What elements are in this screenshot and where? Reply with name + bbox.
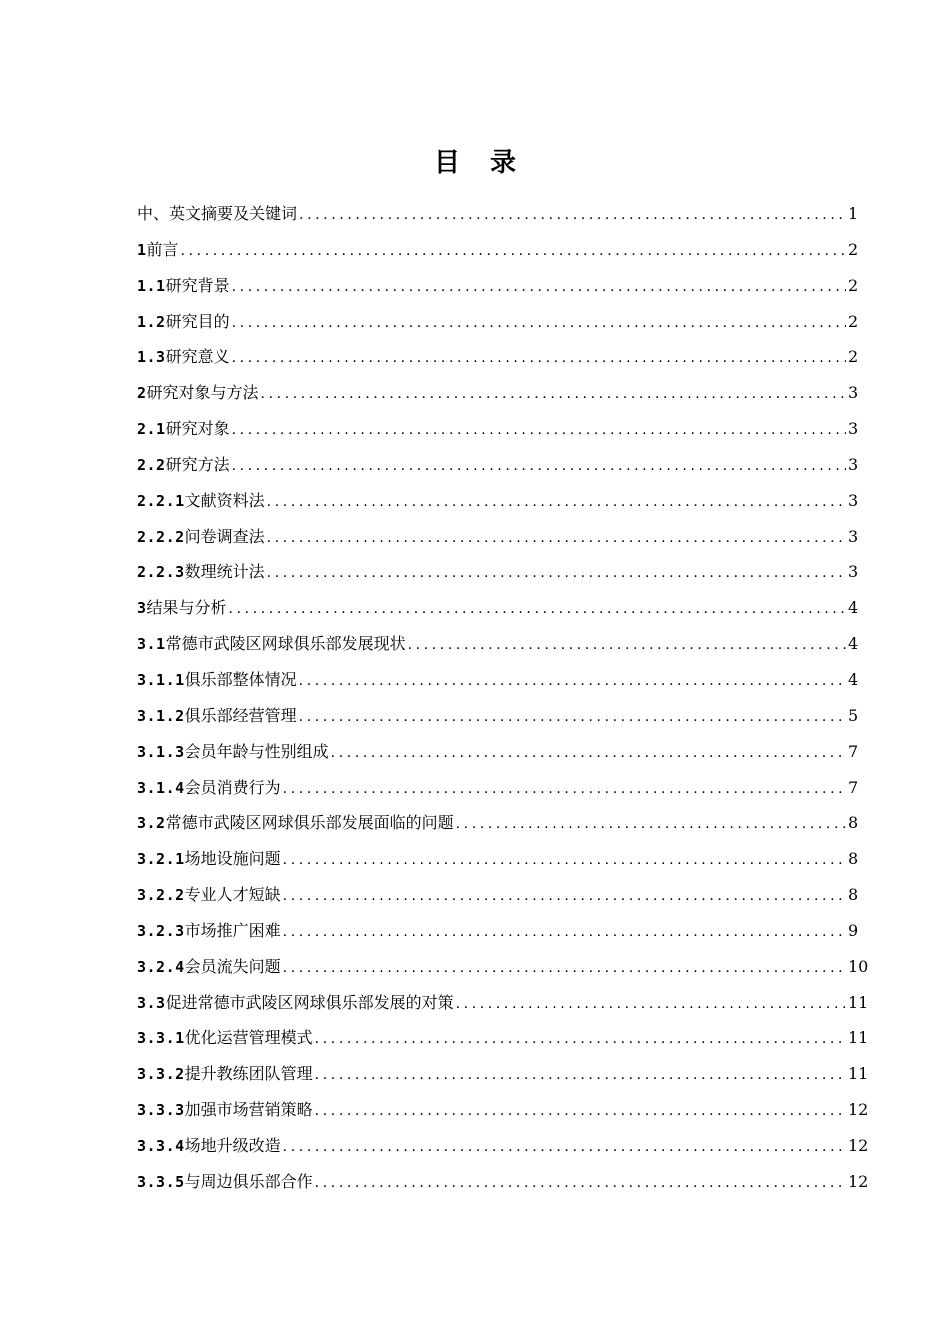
toc-entry[interactable]	[137, 1132, 869, 1168]
toc-entry-page-number: 4	[848, 634, 859, 654]
toc-entry-number: 2.2.2	[137, 527, 185, 546]
dot-leader	[232, 273, 846, 301]
toc-entry-number: 3.2.4	[137, 957, 185, 976]
toc-entry[interactable]	[137, 881, 858, 917]
toc-entry-number: 3.3	[137, 993, 166, 1012]
toc-entry[interactable]	[137, 1024, 869, 1060]
toc-entry-label: 加强市场营销策略	[184, 1100, 313, 1120]
toc-entry-page-number: 12	[848, 1135, 869, 1155]
toc-entry-label: 专业人才短缺	[184, 885, 281, 905]
toc-entry[interactable]	[137, 558, 858, 594]
toc-entry-label: 场地升级改造	[184, 1135, 281, 1155]
toc-entry-number: 3.1.3	[137, 742, 185, 761]
dot-leader	[261, 380, 846, 408]
toc-entry[interactable]	[137, 594, 858, 630]
toc-entry-label: 常德市武陵区网球俱乐部发展面临的问题	[165, 813, 454, 833]
dot-leader	[456, 810, 846, 838]
dot-leader	[283, 775, 846, 803]
toc-entry-label: 会员消费行为	[184, 777, 281, 797]
toc-entry[interactable]	[137, 953, 869, 989]
dot-leader	[283, 1133, 846, 1161]
toc-entry[interactable]	[137, 809, 858, 845]
toc-entry-label: 研究目的	[165, 311, 230, 331]
toc-entry-page-number: 2	[848, 239, 859, 259]
toc-entry[interactable]	[137, 200, 858, 236]
toc-entry-page-number: 3	[848, 562, 859, 582]
toc-entry-label: 常德市武陵区网球俱乐部发展现状	[165, 634, 406, 654]
toc-entry-number: 3.1	[137, 635, 166, 654]
toc-entry-page-number: 8	[848, 885, 859, 905]
title-part-1: 目	[433, 148, 460, 178]
page-title	[0, 146, 950, 180]
toc-entry-page-number: 7	[848, 741, 859, 761]
toc-entry-label: 会员年龄与性别组成	[184, 741, 329, 761]
toc-entry-page-number: 3	[848, 419, 859, 439]
dot-leader	[315, 1097, 846, 1125]
toc-entry-number: 2.2.3	[137, 563, 185, 582]
toc-entry[interactable]	[137, 308, 858, 344]
toc-entry-label: 优化运营管理模式	[184, 1028, 313, 1048]
toc-entry-page-number: 3	[848, 383, 859, 403]
dot-leader	[315, 1025, 846, 1053]
toc-entry-label: 俱乐部经营管理	[184, 705, 297, 725]
toc-entry-page-number: 2	[848, 347, 859, 367]
toc-entry-label: 提升教练团队管理	[184, 1064, 313, 1084]
toc-entry[interactable]	[137, 272, 858, 308]
toc-entry-number: 3.3.1	[137, 1029, 185, 1048]
toc-entry-label: 文献资料法	[184, 490, 265, 510]
toc-entry[interactable]	[137, 917, 858, 953]
toc-entry-label: 结果与分析	[146, 598, 227, 618]
toc-entry-page-number: 12	[848, 1100, 869, 1120]
dot-leader	[456, 990, 846, 1018]
toc-entry-number: 1.3	[137, 348, 166, 367]
toc-entry-page-number: 7	[848, 777, 859, 797]
toc-entry[interactable]	[137, 702, 858, 738]
dot-leader	[315, 1169, 846, 1197]
toc-entry-label: 场地设施问题	[184, 849, 281, 869]
toc-entry-label: 前言	[146, 239, 179, 259]
toc-entry[interactable]	[137, 666, 858, 702]
toc-entry-number: 3.3.2	[137, 1065, 185, 1084]
toc-entry-page-number: 11	[848, 992, 869, 1012]
toc-entry-label: 数理统计法	[184, 562, 265, 582]
toc-entry[interactable]	[137, 343, 858, 379]
toc-entry-label: 与周边俱乐部合作	[184, 1171, 313, 1191]
dot-leader	[267, 524, 846, 552]
toc-entry[interactable]	[137, 774, 858, 810]
toc-entry[interactable]	[137, 451, 858, 487]
toc-entry[interactable]	[137, 738, 858, 774]
dot-leader	[232, 416, 846, 444]
toc-entry-page-number: 5	[848, 705, 859, 725]
toc-entry-number: 3.3.4	[137, 1136, 185, 1155]
toc-entry-page-number: 3	[848, 526, 859, 546]
dot-leader	[283, 882, 846, 910]
toc-entry-label: 促进常德市武陵区网球俱乐部发展的对策	[165, 992, 454, 1012]
toc-entry[interactable]	[137, 1096, 869, 1132]
dot-leader	[283, 846, 846, 874]
dot-leader	[232, 309, 846, 337]
toc-entry-number: 2	[137, 384, 147, 403]
toc-entry-label: 中、英文摘要及关键词	[137, 204, 298, 223]
dot-leader	[315, 1061, 846, 1089]
toc-entry-number: 3.2.2	[137, 886, 185, 905]
dot-leader	[408, 631, 846, 659]
toc-entry-label: 研究对象	[165, 419, 230, 439]
toc-entry-number: 1.2	[137, 312, 166, 331]
toc-entry-page-number: 4	[848, 598, 859, 618]
toc-entry-label: 研究背景	[165, 275, 230, 295]
toc-entry-number: 2.2	[137, 455, 166, 474]
toc-entry[interactable]	[137, 379, 858, 415]
toc-entry-number: 3.2.1	[137, 850, 185, 869]
toc-entry-number: 2.2.1	[137, 491, 185, 510]
dot-leader	[232, 452, 846, 480]
toc-entry[interactable]	[137, 487, 858, 523]
toc-entry-number: 3.1.4	[137, 778, 185, 797]
toc-entry[interactable]	[137, 236, 858, 272]
toc-entry-number: 3.3.3	[137, 1101, 185, 1120]
toc-entry[interactable]	[137, 1060, 869, 1096]
dot-leader	[331, 739, 846, 767]
dot-leader	[283, 954, 846, 982]
toc-entry-number: 3.1.2	[137, 706, 185, 725]
title-part-2: 录	[490, 148, 517, 178]
toc-entry-page-number: 11	[848, 1064, 869, 1084]
toc-entry-page-number: 3	[848, 490, 859, 510]
toc-entry-number: 3.2.3	[137, 921, 185, 940]
dot-leader	[232, 344, 846, 372]
toc-entry-page-number: 4	[848, 669, 859, 689]
toc-entry-page-number: 11	[848, 1028, 869, 1048]
toc-entry[interactable]	[137, 630, 858, 666]
toc-entry[interactable]	[137, 989, 869, 1025]
toc-entry-number: 3	[137, 599, 147, 618]
dot-leader	[299, 703, 846, 731]
toc-entry-label: 研究对象与方法	[146, 383, 259, 403]
dot-leader	[283, 918, 846, 946]
toc-entry-page-number: 9	[848, 920, 859, 940]
toc-entry-page-number: 8	[848, 813, 859, 833]
toc-entry[interactable]	[137, 845, 858, 881]
toc-entry-label: 俱乐部整体情况	[184, 669, 297, 689]
toc-entry[interactable]	[137, 523, 858, 559]
toc-entry-page-number: 2	[848, 311, 859, 331]
toc-entry-label: 研究意义	[165, 347, 230, 367]
toc-entry-number: 2.1	[137, 420, 166, 439]
toc-entry-number: 3.3.5	[137, 1172, 185, 1191]
toc-entry-label: 会员流失问题	[184, 956, 281, 976]
toc-entry-page-number: 8	[848, 849, 859, 869]
dot-leader	[267, 488, 846, 516]
toc-entry-number: 3.2	[137, 814, 166, 833]
toc-entry-number: 3.1.1	[137, 670, 185, 689]
toc-entry-page-number: 10	[848, 956, 869, 976]
toc-entry[interactable]	[137, 415, 858, 451]
toc-entry[interactable]	[137, 1168, 869, 1204]
toc-entry-page-number: 3	[848, 454, 859, 474]
toc-entry-label: 市场推广困难	[184, 920, 281, 940]
dot-leader	[229, 595, 846, 623]
toc-entry-label: 研究方法	[165, 454, 230, 474]
dot-leader	[267, 559, 846, 587]
toc-entry-page-number: 12	[848, 1171, 869, 1191]
toc-entry-page-number: 1	[848, 204, 859, 223]
toc-entry-number: 1.1	[137, 276, 166, 295]
toc-entry-page-number: 2	[848, 275, 859, 295]
table-of-contents	[137, 200, 869, 1204]
toc-entry-number: 1	[137, 240, 147, 259]
dot-leader	[299, 667, 846, 695]
dot-leader	[299, 201, 846, 229]
toc-entry-label: 问卷调查法	[184, 526, 265, 546]
dot-leader	[181, 237, 846, 265]
